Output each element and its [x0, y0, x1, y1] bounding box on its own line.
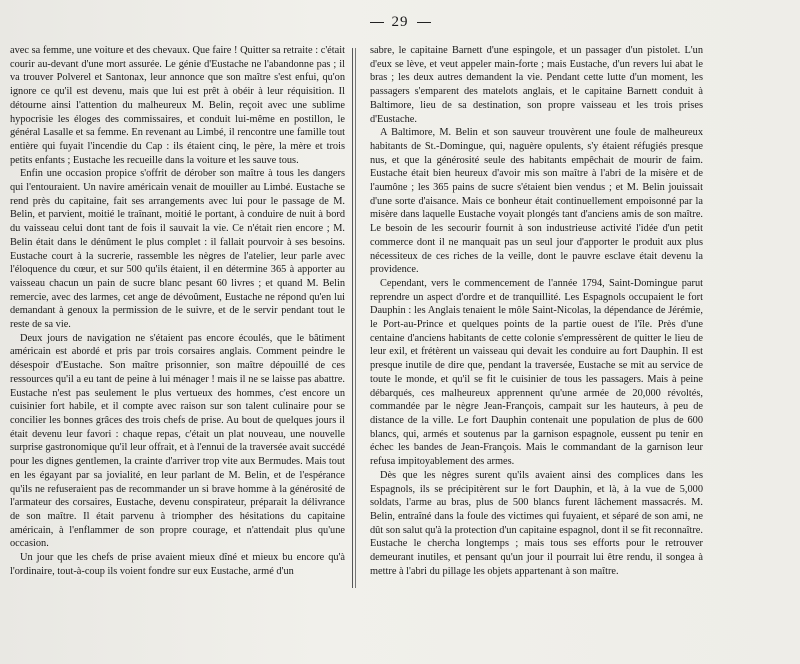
column-divider-inner	[355, 48, 356, 588]
header-dash-left	[370, 22, 384, 23]
paragraph: avec sa femme, une voiture et des chevaux. Que faire ! Quitter sa retraite : c'était courir au-devant d'une mort assurée. Le génie d'Eustache ne l'abandonne pas ; il va trouver Polverel et Santonax, leur annonce que son maître s'est enfui, qu'on ignore ce qu'il est devenu, mais que lui est prêt à obéir à leur réquisition. Il détourne ainsi l'attention du malheureux M. Belin, reçoit avec une sublime hypocrisie les éloges des commissaires, et conduit lui-même en postillon, le général Lasalle et sa femme. En revenant au Limbé, il rencontre une famille tout entière qui fuyait l'incendie du Cap : ils étaient cinq, le père, la mère et trois petits enfants ; Eustache les recueille dans la voiture et les sauve tous.	[10, 45, 345, 166]
paragraph: Deux jours de navigation ne s'étaient pas encore écoulés, que le bâtiment américain est abordé et pris par trois corsaires anglais. Comment peindre le désespoir d'Eustache. Son maître prisonnier, son maître dépouillé de ces ressources qu'il a eu tant de peine à lui ménager ! mais il ne se laisse pas abattre. Eustache n'est pas seulement le plus vertueux des hommes, c'est encore un cuisinier fort habile, et il compte avec raison sur son talent culinaire pour se concilier les bonnes grâces des trois chefs de prise. Au bout de quelques jours il était devenu leur favori : chaque repas, c'était un plat nouveau, une nouvelle surprise gastronomique qu'il leur offrait, et à l'ennui de la traversée avait succédé pour les dignes gentlemen, la crainte d'arriver trop vite aux Bermudes. Mais tout en les égayant par sa jovialité, en leur parlant de M. Belin, et de l'espérance qu'ils ne refuseraient pas de recommander un si brave homme à la générosité de l'armateur des corsaires, Eustache, devenu conspirateur, préparait la délivrance de son maître. Il était parvenu à triompher des hésitations du capitaine américain, à l'enflammer de son propre courage, et n'attendait plus qu'une occasion.	[10, 332, 345, 550]
paragraph: Cependant, vers le commencement de l'année 1794, Saint-Domingue parut reprendre un aspect d'ordre et de tranquillité. Les Espagnols occupaient le fort Dauphin : les Anglais tenaient le môle Saint-Nicolas, la dépendance de Jérémie, le Port-au-Prince et quelques points de la partie ouest de l'île. Près d'une centaine d'anciens habitants de cette colonie s'empressèrent de quitter le lieu de leur exil, et frétèrent un vaisseau qui devait les conduire au fort Dauphin. Il est presque inutile de dire que, pendant la traversée, Eustache se mit au service de toute le monde, et qu'il se fit le cuisinier de tous les passagers. Mais à peine débarqués, ces malheureux apprennent qu'une armée de 20,000 révoltés, commandée par le nègre Jean-François, campait sur les hauteurs, à peu de distance de la ville. Le fort Dauphin contenait une population de plus de 600 blancs, qui, armés et soutenus par la garnison espagnole, eussent pu tenir en échec les bandes de Jean-François. Mais le commandant de la garnison leur refusa impitoyablement des armes.	[370, 277, 703, 468]
page-header	[0, 14, 800, 31]
header-dash-right	[417, 22, 431, 23]
left-column	[10, 44, 345, 578]
paragraph: sabre, le capitaine Barnett d'une espingole, et un passager d'un pistolet. L'un d'eux se lève, et veut appeler main-forte ; mais Eustache, d'un revers lui abat le bras ; les deux autres demandent la vie. Pendant cette lutte d'un moment, les passagers s'emparent des matelots anglais, et le capitaine Barnett conduit à Baltimore, lieu de sa destination, son propre vaisseau et les trois prises d'Eustache.	[370, 45, 703, 125]
paragraph: Dès que les nègres surent qu'ils avaient ainsi des complices dans les Espagnols, ils se précipitèrent sur le fort Dauphin, et là, à la vue de 5,000 soldats, l'arme au bras, plus de 500 blancs furent lâchement massacrés. M. Belin, entraîné dans la foule des victimes qui fuyaient, et séparé de son ami, ne dût son salut qu'à la protection d'un capitaine espagnol, dont il se fit reconnaître. Eustache le chercha longtemps ; mais tous ses efforts pour le retrouver demeurant inutiles, et pensant qu'un jour il pourrait lui être rendu, il songea à mettre à l'abri du pillage les objets appartenant à son maître.	[370, 469, 703, 577]
paragraph: Un jour que les chefs de prise avaient mieux dîné et mieux bu encore qu'à l'ordinaire, tout-à-coup ils voient fondre sur eux Eustache, armé d'un	[10, 552, 345, 577]
page-number: 29	[391, 14, 409, 30]
paragraph: A Baltimore, M. Belin et son sauveur trouvèrent une foule de malheureux habitants de St.-Domingue, qui, naguère opulents, s'y étaient réfugiés presque nus, et que la générosité seule des habitants empêchait de mourir de faim. Eustache était bien heureux d'avoir mis son maître à l'abri de la misère et de l'aumône ; les 365 pains de sucre s'étaient bien vendus ; et M. Belin jouissait d'une sorte d'aisance. Mais ce bonheur était continuellement empoisonné par la misère dans laquelle Eustache voyait plongés tant d'anciens amis de son maître. Le besoin de les secourir fournit à son industrieuse activité l'idée d'un petit commerce dont il ne manquait pas un seul jour d'apporter le produit aux plus nécessiteux de ces riches de la veille, dont le pauvre esclave était devenu la providence.	[370, 127, 703, 276]
right-column	[370, 44, 703, 578]
column-divider	[352, 48, 353, 588]
paragraph: Enfin une occasion propice s'offrit de dérober son maître à tous les dangers qui l'entouraient. Un navire américain venait de mouiller au Limbé. Eustache se rend près du capitaine, fait ses arrangements avec lui pour le passage de M. Belin, et parvient, moitié le traînant, moitié le portant, à conduire de nuit à bord du vaisseau celui dont tant de fois il sauvait la vie. Ce n'était rien encore ; M. Belin était dans le dénûment le plus complet : il fallait pourvoir à ses besoins. Eustache court à la sucrerie, rassemble les nègres de l'atelier, leur parle avec l'éloquence du cœur, et sur 500 qu'ils étaient, il en détermine 365 à apporter au vaisseau chacun un pain de sucre blanc pesant 60 livres ; et quand M. Belin remercie, avec des larmes, cet ange de dévoûment, Eustache ne répond qu'en lui demandant à genoux la permission de le suivre, et de le servir pendant tout le reste de sa vie.	[10, 168, 345, 331]
